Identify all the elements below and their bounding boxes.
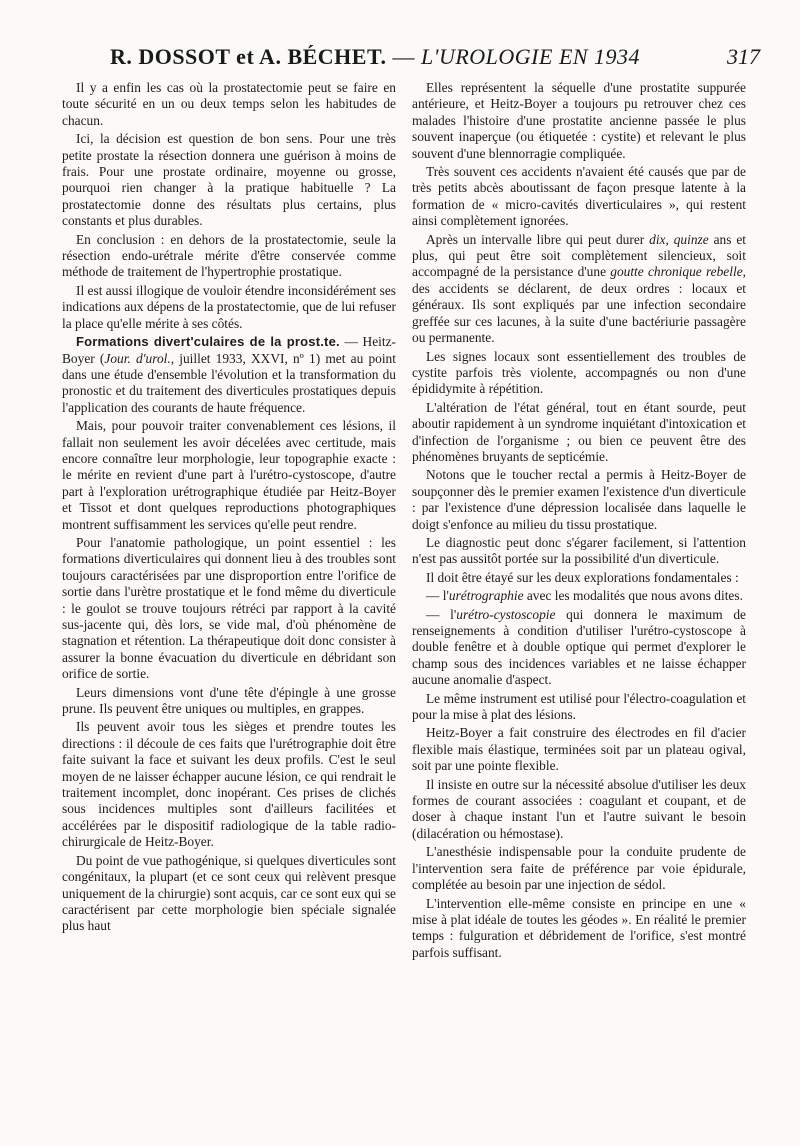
paragraph: Le diagnostic peut donc s'égarer facilement, si l'attention n'est pas aussitôt portée sur la possibilité d'un diverticule. xyxy=(412,534,746,567)
paragraph: Notons que le toucher rectal a permis à Heitz-Boyer de soupçonner dès le premier examen l'existence d'un diverticule : par l'existence d'une dépression localisée dans laquelle le doigt s'enfonce au milieu du tissu prostatique. xyxy=(412,467,746,532)
paragraph-text: Après un intervalle libre qui peut durer xyxy=(426,231,650,247)
italic-phrase: goutte chronique rebelle xyxy=(610,264,743,280)
paragraph: Pour l'anatomie pathologique, un point essentiel : les formations diverticulaires qui donnent lieu à des troubles sont toujours caractérisées par une disproportion entre l'orifice de sortie dans l'urètre prostatique et le fond même du diverticule : le goulot se trouve toujours rétréci par rapport à la cavité sus-jacente qui, dès lors, se vide mal, d'où phénomène de stagnation et rétention. La thérapeutique doit donc consister à assurer la bonne évacuation du diverticule en débridant son orifice de sortie. xyxy=(62,534,396,682)
header-separator: — xyxy=(392,44,416,69)
list-paragraph xyxy=(412,588,746,604)
paragraph xyxy=(412,232,746,347)
paragraph: Le même instrument est utilisé pour l'électro-coagulation et pour la mise à plat des lésions. xyxy=(412,690,746,723)
section-dash: — Heitz-Boyer ( xyxy=(62,334,397,366)
list-dash: — l' xyxy=(426,606,457,622)
journal-reference: Jour. d'urol. xyxy=(104,350,171,366)
paragraph: Il insiste en outre sur la nécessité absolue d'utiliser les deux formes de courant associées : coagulant et coupant, et de doser à chaque instant l'un et l'autre suivant le besoin (dilacération ou hémostase). xyxy=(412,776,746,841)
paragraph: Ils peuvent avoir tous les sièges et prendre toutes les directions : il découle de ces faits que l'urétrographie doit être faite suivant la face et suivant les deux profils. C'est le seul moyen de ne laisser échapper aucune lésion, ce qui rendrait le traitement incomplet, donc inopérant. Ces prises de clichés sous incidences multiples sont d'ailleurs facilitées et accélérées par le dispositif radiologique de la table radio-chirurgicale de Heitz-Boyer. xyxy=(62,719,396,850)
paragraph-text: qui donnera le maximum de renseignements à condition d'utiliser l'urétro-cystoscope à double fenêtre et à double optique qui permet d'explorer le champ sous des incidences variables et ne laisse échapper aucune anomalie d'aspect. xyxy=(412,606,746,688)
running-header xyxy=(60,44,760,74)
paragraph: L'intervention elle-même consiste en principe en une « mise à plat idéale de toutes les géodes ». En réalité le premier temps : fulguration et débridement de l'orifice, s'est montré parfois suffisant. xyxy=(412,895,746,960)
italic-phrase: dix, quinze xyxy=(649,231,709,247)
paragraph: L'anesthésie indispensable pour la conduite prudente de l'intervention sera faite de préférence par voie épidurale, complétée au besoin par une injection de sédol. xyxy=(412,844,746,893)
running-title xyxy=(60,44,690,70)
paragraph-text: , des accidents se déclarent, de deux ordres : locaux et généraux. Ils sont expliqués par une infection secondaire greffée sur ces lacunes, à la suite d'une bactériurie passagère ou permanente. xyxy=(412,264,746,346)
paragraph: Il doit être étayé sur les deux explorations fondamentales : xyxy=(426,569,739,585)
paragraph: L'altération de l'état général, tout en étant sourde, peut aboutir rapidement à un syndrome inquiétant d'intoxication et d'infection de l'organisme ; ou bien ce peuvent être des phénomènes bruyants de septicémie. xyxy=(412,399,746,464)
paragraph: Ici, la décision est question de bon sens. Pour une très petite prostate la résection donnera une guérison à moins de frais. Pour une prostate ordinaire, moyenne ou grosse, pourquoi rien changer à la pratique habituelle ? La prostatectomie donne des résultats plus certains, plus constants et plus durables. xyxy=(62,131,396,229)
paragraph: Heitz-Boyer a fait construire des électrodes en fil d'acier flexible mais élastique, terminées soit par un plateau ogival, soit par une pointe flexible. xyxy=(412,725,746,774)
page-number: 317 xyxy=(727,44,760,69)
section-heading: Formations divert'culaires de la prost.te. xyxy=(76,334,340,350)
header-journal-title: L'UROLOGIE EN 1934 xyxy=(421,44,641,69)
left-column xyxy=(62,80,396,937)
paragraph: Elles représentent la séquelle d'une prostatite suppurée antérieure, et Heitz-Boyer a toujours pu retrouver chez ces malades l'histoire d'une prostatite ancienne passée le plus souvent inaperçue (ou étiquetée : cystite) et relevant le plus souvent d'une blennorragie compliquée. xyxy=(412,80,746,161)
paragraph-text: avec les modalités que nous avons dites. xyxy=(523,588,743,604)
italic-term: urétrographie xyxy=(448,588,524,604)
paragraph: Du point de vue pathogénique, si quelques diverticules sont congénitaux, la plupart (et ce sont ceux qui relèvent presque uniquement de la chirurgie) sont acquis, car ce sont eux qui se caractérisent par cette morphologie bien spéciale signalée plus haut xyxy=(62,852,396,934)
paragraph: Mais, pour pouvoir traiter convenablement ces lésions, il fallait non seulement les avoir décelées avec certitude, mais encore connaître leur morphologie, leur topographie exacte : le mérite en revient d'une part à l'urétro-cystoscope, d'autre part à l'exploration urétrographique étudiée par Heitz-Boyer et Tissot et dont quelques reproductions photographiques montrent suffisamment les services qu'elle peut rendre. xyxy=(62,418,396,532)
list-paragraph xyxy=(412,607,746,689)
section-paragraph xyxy=(62,334,396,416)
paragraph: Il y a enfin les cas où la prostatectomie peut se faire en toute sécurité en un ou deux temps selon les habitudes de chacun. xyxy=(62,80,396,128)
paragraph-text: ans et plus, qui peut être soit complètement silencieux, soit accompagné de la persistance d'une xyxy=(412,231,746,280)
list-dash: — l' xyxy=(426,588,449,604)
right-column xyxy=(412,80,746,963)
paragraph: Très souvent ces accidents n'avaient été causés que par de très petits abcès aboutissant de façon presque latente à la formation de « micro-cavités diverticulaires », qui restent ainsi complètement ignorées. xyxy=(412,164,746,229)
paragraph-text: , juillet 1933, XXVI, nº 1) met au point dans une étude d'ensemble l'évolution et la transformation du pronostic et du traitement des diverticules prostatiques depuis l'application des courants de haute fréquence. xyxy=(62,350,396,415)
paragraph: Les signes locaux sont essentiellement des troubles de cystite parfois très violente, accompagnés ou non d'une épididymite à répétition. xyxy=(412,348,746,397)
header-authors: R. DOSSOT et A. BÉCHET. xyxy=(109,44,387,69)
paragraph: Il est aussi illogique de vouloir étendre inconsidérément ses indications aux dépens de la prostatectomie, que de lui refuser la place qu'elle mérite à ses côtés. xyxy=(62,282,396,331)
italic-term: urétro-cystoscopie xyxy=(456,606,556,622)
paragraph: En conclusion : en dehors de la prostatectomie, seule la résection endo-urétrale mérite d'être conservée comme méthode de traitement de l'hypertrophie prostatique. xyxy=(62,231,396,280)
paragraph: Leurs dimensions vont d'une tête d'épingle à une grosse prune. Ils peuvent être uniques ou multiples, en grappes. xyxy=(62,684,396,717)
